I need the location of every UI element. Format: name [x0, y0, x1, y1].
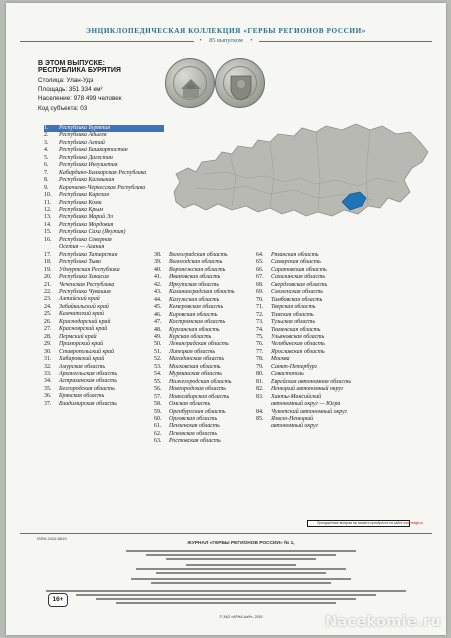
issn: ISSN 2410-5619: [37, 536, 67, 541]
region-list-item: [154, 401, 235, 408]
region-number: 16.: [44, 236, 52, 243]
region-list-item: [44, 200, 164, 207]
region-number: 14.: [44, 221, 52, 228]
region-name: Осетия — Алания: [59, 244, 105, 251]
region-name: Чеченская Республика: [59, 281, 115, 288]
region-number: 18.: [44, 259, 52, 266]
region-name: Республика Башкортостан: [59, 147, 128, 154]
region-list-item: [154, 259, 235, 266]
region-name: Камчатский край: [59, 311, 104, 318]
region-number: 2.: [44, 132, 49, 139]
region-number: 34.: [44, 378, 52, 385]
region-list-item: [154, 394, 235, 401]
region-number: 49.: [154, 333, 162, 340]
region-name: Ямало-Ненецкий: [271, 415, 314, 422]
region-name: Кировская область: [169, 311, 218, 318]
region-list-item: [44, 356, 164, 363]
region-name: Севастополь: [271, 371, 304, 378]
region-number: 62.: [154, 430, 162, 437]
region-name: Кемеровская область: [169, 304, 224, 311]
imprint-text-block: [116, 548, 366, 588]
region-name: Оренбургская область: [169, 408, 226, 415]
region-number: 40.: [154, 266, 162, 273]
region-name: Псковская область: [169, 430, 218, 437]
region-list-item: [154, 274, 235, 281]
region-name: Республика Ингушетия: [59, 162, 118, 169]
region-name: Москва: [271, 356, 290, 363]
region-number: 44.: [154, 296, 162, 303]
region-list-item: [256, 349, 351, 356]
region-name: Курганская область: [169, 326, 220, 333]
region-list-column-3: [256, 252, 351, 431]
region-name: Республика Северная: [59, 236, 112, 243]
region-list-item: [256, 319, 351, 326]
region-name: Брянская область: [59, 393, 105, 400]
region-name: Белгородская область: [59, 385, 115, 392]
region-list-item: [44, 296, 164, 303]
region-name: Липецкая область: [169, 348, 216, 355]
region-name: автономный округ: [271, 423, 318, 430]
region-list-item: [44, 282, 164, 289]
region-name: Ненецкий автономный округ: [271, 386, 344, 393]
region-list-item: [256, 356, 351, 363]
region-number: 74.: [256, 326, 264, 333]
region-number: 20.: [44, 274, 52, 281]
region-number: 24.: [44, 303, 52, 310]
region-number: 65.: [256, 259, 264, 266]
region-number: 7.: [44, 169, 49, 176]
region-name: Магаданская область: [169, 356, 225, 363]
region-list-item: [44, 393, 164, 400]
region-name: Республика Адыгея: [59, 132, 107, 139]
region-name: Тюменская область: [271, 326, 321, 333]
region-name: Ставропольский край: [59, 348, 115, 355]
region-list-item: [44, 244, 164, 251]
region-number: 21.: [44, 281, 52, 288]
region-number: 51.: [154, 348, 162, 355]
region-name: Костромская область: [169, 319, 226, 326]
region-number: 47.: [154, 319, 162, 326]
region-name: Алтайский край: [59, 296, 100, 303]
issue-label: • 85 выпуском •: [6, 37, 446, 44]
region-number: 27.: [44, 326, 52, 333]
region-list-item: [256, 289, 351, 296]
region-list-item: [256, 274, 351, 281]
region-list-item: [44, 229, 164, 236]
region-list-item: [44, 267, 164, 274]
region-number: 53.: [154, 363, 162, 370]
region-number: 36.: [44, 393, 52, 400]
region-number: 4.: [44, 147, 49, 154]
region-number: 39.: [154, 259, 162, 266]
capital-fact: Столица: Улан-Удэ: [38, 77, 94, 84]
region-number: 11.: [44, 199, 52, 206]
region-number: 25.: [44, 311, 52, 318]
region-name: Саратовская область: [271, 266, 327, 273]
region-number: 76.: [256, 341, 264, 348]
region-number: 55.: [154, 378, 162, 385]
region-number: 35.: [44, 385, 52, 392]
region-number: 50.: [154, 341, 162, 348]
region-list-item: [256, 312, 351, 319]
region-number: 12.: [44, 206, 52, 213]
region-name: Республика Коми: [59, 199, 102, 206]
region-number: 46.: [154, 311, 162, 318]
region-name: Республика Бурятия: [59, 125, 110, 131]
region-name: Калужская область: [169, 296, 220, 303]
region-number: 83.: [256, 393, 264, 400]
region-name: Ханты-Мансийский: [271, 393, 322, 400]
region-list-item: [154, 386, 235, 393]
region-list-item: [44, 259, 164, 266]
region-name: Пермский край: [59, 333, 97, 340]
region-name: Орловская область: [169, 415, 218, 422]
region-name: Краснодарский край: [59, 318, 111, 325]
region-list-item: [154, 423, 235, 430]
region-number: 75.: [256, 333, 264, 340]
region-number: 52.: [154, 356, 162, 363]
region-list-item: [256, 371, 351, 378]
russia-map: [166, 118, 436, 230]
region-list-item: [44, 132, 164, 139]
region-number: 71.: [256, 304, 264, 311]
region-number: [256, 423, 271, 430]
region-name: автономный округ — Югра: [271, 401, 341, 408]
region-number: 63.: [154, 438, 162, 445]
region-name: Санкт-Петербург: [271, 363, 317, 370]
shop-link[interactable]: www.tsegtt.ru: [403, 521, 424, 525]
region-number: 56.: [154, 386, 162, 393]
region-number: 22.: [44, 288, 52, 295]
region-list-item: [44, 326, 164, 333]
region-list-item: [256, 423, 351, 430]
region-number: 3.: [44, 139, 49, 146]
region-list-item: [44, 311, 164, 318]
region-list-column-2: [154, 252, 235, 446]
footer-rule: [20, 533, 432, 534]
region-list-item: [154, 289, 235, 296]
region-list-item: [44, 177, 164, 184]
region-number: 8.: [44, 177, 49, 184]
region-name: Ивановская область: [169, 274, 221, 281]
region-number: 72.: [256, 311, 264, 318]
region-list-item: [154, 356, 235, 363]
region-name: Пензенская область: [169, 423, 220, 430]
region-name: Иркутская область: [169, 281, 220, 288]
region-number: 77.: [256, 348, 264, 355]
region-number: 69.: [256, 289, 264, 296]
region-list-item: [256, 409, 351, 416]
region-number: 23.: [44, 296, 52, 303]
region-list-item: [44, 349, 164, 356]
region-name: Республика Калмыкия: [59, 177, 115, 184]
region-number: 29.: [44, 341, 52, 348]
magazine-page: [6, 3, 446, 635]
region-name: Забайкальский край: [59, 303, 109, 310]
region-number: 64.: [256, 252, 264, 258]
region-number: 54.: [154, 371, 162, 378]
region-list-column-1: [44, 125, 164, 408]
region-name: Волгоградская область: [169, 252, 228, 258]
region-list-item: [154, 438, 235, 445]
region-name: Чукотский автономный округ: [271, 408, 348, 415]
region-list-item: [154, 341, 235, 348]
region-name: Воронежская область: [169, 266, 226, 273]
region-list-item: [154, 319, 235, 326]
region-name: Челябинская область: [271, 341, 325, 348]
region-name: Еврейская автономная область: [271, 378, 352, 385]
region-number: 70.: [256, 296, 264, 303]
region-number: 45.: [154, 304, 162, 311]
region-name: Московская область: [169, 363, 221, 370]
region-number: 42.: [154, 281, 162, 288]
region-list-item: [154, 371, 235, 378]
coin-obverse-image: [165, 58, 215, 108]
region-number: 80.: [256, 371, 264, 378]
region-info: [38, 60, 122, 113]
region-name: Республика Крым: [59, 206, 104, 213]
region-number: 73.: [256, 319, 264, 326]
region-name: Тамбовская область: [271, 296, 323, 303]
region-title: РЕСПУБЛИКА БУРЯТИЯ: [38, 67, 121, 74]
population-fact: Население: 978 499 человек: [38, 95, 122, 103]
region-list-item: [44, 341, 164, 348]
region-list-item: [44, 185, 164, 192]
region-name: Республика Саха (Якутия): [59, 229, 126, 236]
region-list-item: [44, 147, 164, 154]
code-fact: Код субъекта: 03: [38, 104, 88, 112]
region-number: 31.: [44, 356, 52, 363]
region-name: Республика Хакасия: [59, 274, 109, 281]
region-name: Омская область: [169, 401, 211, 408]
journal-title: ЖУРНАЛ «ГЕРБЫ РЕГИОНОВ РОССИИ» № 1,: [187, 541, 295, 546]
region-name: Сахалинская область: [271, 274, 326, 281]
region-name: Республика Карелия: [59, 192, 109, 199]
region-number: 5.: [44, 154, 49, 161]
region-name: Амурская область: [59, 363, 106, 370]
region-list-item: [154, 304, 235, 311]
region-name: Рязанская область: [271, 252, 319, 258]
region-number: 58.: [154, 401, 162, 408]
series-title: ЭНЦИКЛОПЕДИЧЕСКАЯ КОЛЛЕКЦИЯ «ГЕРБЫ РЕГИОНОВ РОССИИ»: [86, 27, 366, 35]
region-number: 81.: [256, 378, 264, 385]
region-number: 66.: [256, 266, 264, 273]
in-issue-heading: В ЭТОМ ВЫПУСКЕ:: [38, 60, 105, 67]
region-name: Приморский край: [59, 341, 104, 348]
region-list-item: [44, 274, 164, 281]
region-name: Республика Дагестан: [59, 154, 113, 161]
region-name: Смоленская область: [271, 289, 323, 296]
region-name: Курская область: [169, 333, 212, 340]
legend-note: Пропущенные выпуски вы можете приобрести на сайте www.tsegtt.ru: [317, 521, 424, 525]
region-name: Республика Тыва: [59, 259, 101, 266]
region-name: Новгородская область: [169, 386, 226, 393]
region-list-item: [256, 259, 351, 266]
region-number: [44, 244, 59, 251]
watermark: Nacekomie.ru: [324, 614, 441, 630]
region-list-item: [256, 327, 351, 334]
region-number: 38.: [154, 252, 162, 258]
region-number: 6.: [44, 162, 49, 169]
region-name: Республика Алтай: [59, 139, 105, 146]
region-name: Астраханская область: [59, 378, 117, 385]
region-list-item: [44, 364, 164, 371]
area-fact: Площадь: 351 334 км²: [38, 86, 103, 94]
coin-reverse-image: [215, 58, 265, 108]
region-number: 30.: [44, 348, 52, 355]
region-number: 28.: [44, 333, 52, 340]
region-number: 26.: [44, 318, 52, 325]
region-name: Тверская область: [271, 304, 316, 311]
credits-text-block: [36, 590, 416, 612]
region-number: 32.: [44, 363, 52, 370]
region-list-item: [44, 237, 164, 244]
copyright: © ЗАО «АРНА-АиФ», 2015: [219, 615, 263, 619]
region-name: Томская область: [271, 311, 314, 318]
region-list-item: [154, 312, 235, 319]
region-name: Калининградская область: [169, 289, 235, 296]
region-number: 61.: [154, 423, 162, 430]
region-name: Ульяновская область: [271, 333, 325, 340]
region-number: 37.: [44, 400, 52, 407]
region-list-item: [154, 327, 235, 334]
region-name: Архангельская область: [59, 370, 118, 377]
age-rating-badge: 16+: [48, 593, 68, 607]
region-number: 78.: [256, 356, 264, 363]
region-name: Удмуртская Республика: [59, 266, 120, 273]
region-name: Республика Татарстан: [59, 251, 118, 258]
region-list-item: [44, 401, 164, 408]
region-number: 15.: [44, 229, 52, 236]
region-list-item: [256, 401, 351, 408]
region-number: 67.: [256, 274, 264, 281]
region-list-item: [256, 304, 351, 311]
region-number: 41.: [154, 274, 162, 281]
region-name: Нижегородская область: [169, 378, 232, 385]
region-number: 79.: [256, 363, 264, 370]
region-name: Хабаровский край: [59, 356, 105, 363]
region-number: 84.: [256, 408, 264, 415]
region-name: Республика Марий Эл: [59, 214, 113, 221]
region-number: 60.: [154, 415, 162, 422]
region-number: 9.: [44, 184, 49, 191]
region-number: 10.: [44, 192, 52, 199]
region-list-item: [256, 364, 351, 371]
region-list-item: [256, 341, 351, 348]
region-number: 13.: [44, 214, 52, 221]
region-name: Республика Мордовия: [59, 221, 114, 228]
region-list-item: [44, 214, 164, 221]
region-number: 59.: [154, 408, 162, 415]
region-name: Самарская область: [271, 259, 321, 266]
region-name: Республика Чувашия: [59, 288, 111, 295]
region-name: Кабардино-Балкарская Республика: [59, 169, 147, 176]
region-number: 68.: [256, 281, 264, 288]
region-number: [256, 401, 271, 408]
region-name: Новосибирская область: [169, 393, 230, 400]
region-number: 43.: [154, 289, 162, 296]
region-name: Мурманская область: [169, 371, 222, 378]
region-list-item: [256, 386, 351, 393]
region-name: Карачаево-Черкесская Республика: [59, 184, 146, 191]
region-number: 17.: [44, 251, 52, 258]
region-name: Ростовская область: [169, 438, 221, 445]
region-name: Тульская область: [271, 319, 316, 326]
region-list-item: [44, 378, 164, 385]
region-number: 82.: [256, 386, 264, 393]
region-name: Ярославская область: [271, 348, 325, 355]
region-name: Ленинградская область: [169, 341, 229, 348]
region-name: Красноярский край: [59, 326, 108, 333]
region-name: Вологодская область: [169, 259, 223, 266]
region-list-item: [256, 394, 351, 401]
region-number: 1.: [44, 125, 49, 131]
region-number: 33.: [44, 370, 52, 377]
region-number: 48.: [154, 326, 162, 333]
region-list-item: [44, 162, 164, 169]
region-number: 85.: [256, 415, 264, 422]
region-number: 57.: [154, 393, 162, 400]
region-number: 19.: [44, 266, 52, 273]
region-name: Владимирская область: [59, 400, 117, 407]
region-list-item: [44, 192, 164, 199]
region-name: Свердловская область: [271, 281, 328, 288]
region-list-item: [154, 409, 235, 416]
